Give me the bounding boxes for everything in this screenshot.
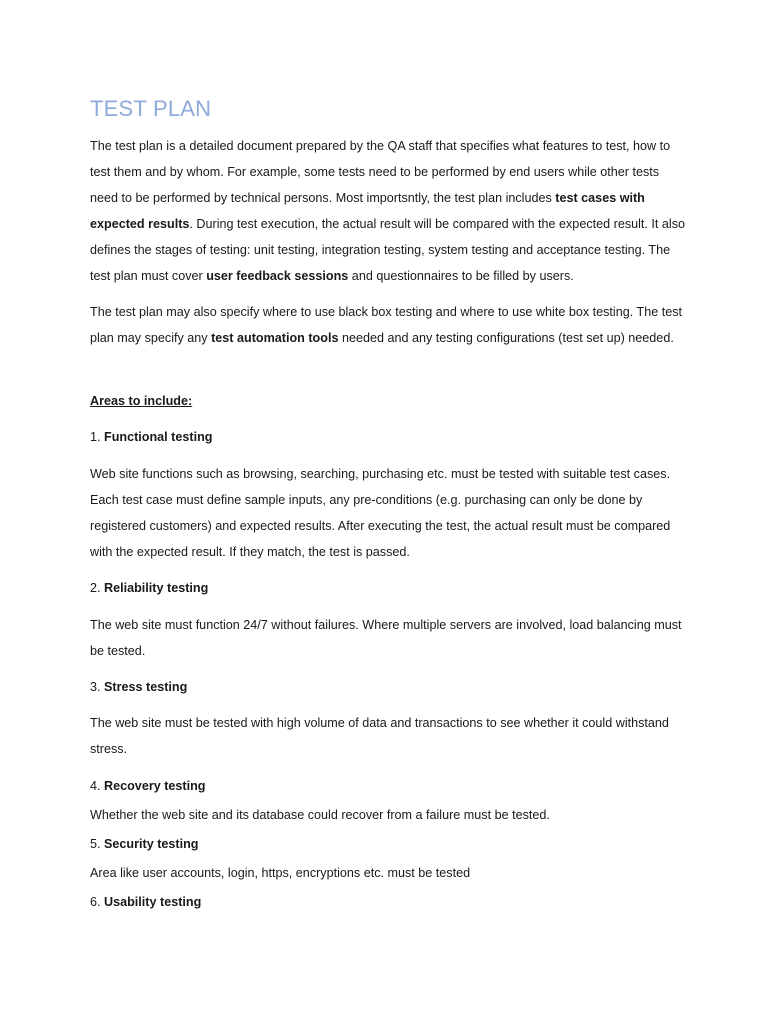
intro-p1-text-e: and questionnaires to be filled by users.: [348, 269, 574, 283]
section-text-functional: Web site functions such as browsing, searching, purchasing etc. must be tested with suitable test cases. Each test case must define sample inputs, any pre-conditions (e.g. purchasing can only be done by registered customers) and expected results. After executing the test, the actual result must be compared with the expected result. If they match, the test is passed.: [90, 467, 671, 559]
areas-heading: [90, 388, 192, 414]
section-name: Recovery testing: [104, 779, 206, 793]
section-text-reliability: The web site must function 24/7 without failures. Where multiple servers are involved, load balancing must be tested.: [90, 618, 682, 658]
section-heading-recovery: [90, 773, 206, 799]
areas-heading-text: Areas to include:: [90, 394, 193, 408]
section-text-recovery: Whether the web site and its database could recover from a failure must be tested.: [90, 808, 550, 822]
section-name: Functional testing: [104, 430, 213, 444]
section-number: 6.: [90, 895, 105, 909]
section-number: 3.: [90, 680, 105, 694]
section-name: Usability testing: [104, 895, 202, 909]
intro-p1-text-c: . During test execution, the actual result will be compared with the expected result. It also defines the stages of testing: unit testing, integration testing, system testing and acceptance testing. The test plan must cover: [90, 217, 686, 283]
section-number: 5.: [90, 837, 105, 851]
intro-p2-text-a: The test plan may also specify where to use black box testing and where to use white box testing. The test plan may specify any: [90, 305, 682, 345]
section-text-stress: The web site must be tested with high volume of data and transactions to see whether it could withstand stress.: [90, 716, 669, 756]
section-text-security: Area like user accounts, login, https, encryptions etc. must be tested: [90, 866, 471, 880]
section-heading-security: [90, 831, 199, 857]
intro-p1-bold-feedback: user feedback sessions: [206, 269, 349, 283]
intro-p2-text-c: needed and any testing configurations (test set up) needed.: [338, 331, 674, 345]
intro-p1-bold-test-cases: test cases with expected results: [90, 191, 645, 231]
section-number: 2.: [90, 581, 105, 595]
section-name: Security testing: [104, 837, 199, 851]
intro-paragraph-1: [90, 133, 690, 289]
section-heading-usability: [90, 889, 201, 915]
section-heading-reliability: [90, 575, 208, 601]
section-number: 1.: [90, 430, 105, 444]
intro-paragraph-2: [90, 299, 690, 351]
page-title: TEST PLAN: [90, 96, 212, 121]
section-name: Reliability testing: [104, 581, 209, 595]
section-number: 4.: [90, 779, 105, 793]
intro-p2-bold-automation: test automation tools: [211, 331, 339, 345]
section-heading-stress: [90, 674, 187, 700]
section-heading-functional: [90, 424, 212, 450]
section-name: Stress testing: [104, 680, 188, 694]
intro-p1-text-a: The test plan is a detailed document prepared by the QA staff that specifies what features to test, how to test them and by whom. For example, some tests need to be performed by end users while other tests need to be performed by technical persons. Most importsntly, the test plan includes: [90, 139, 671, 205]
